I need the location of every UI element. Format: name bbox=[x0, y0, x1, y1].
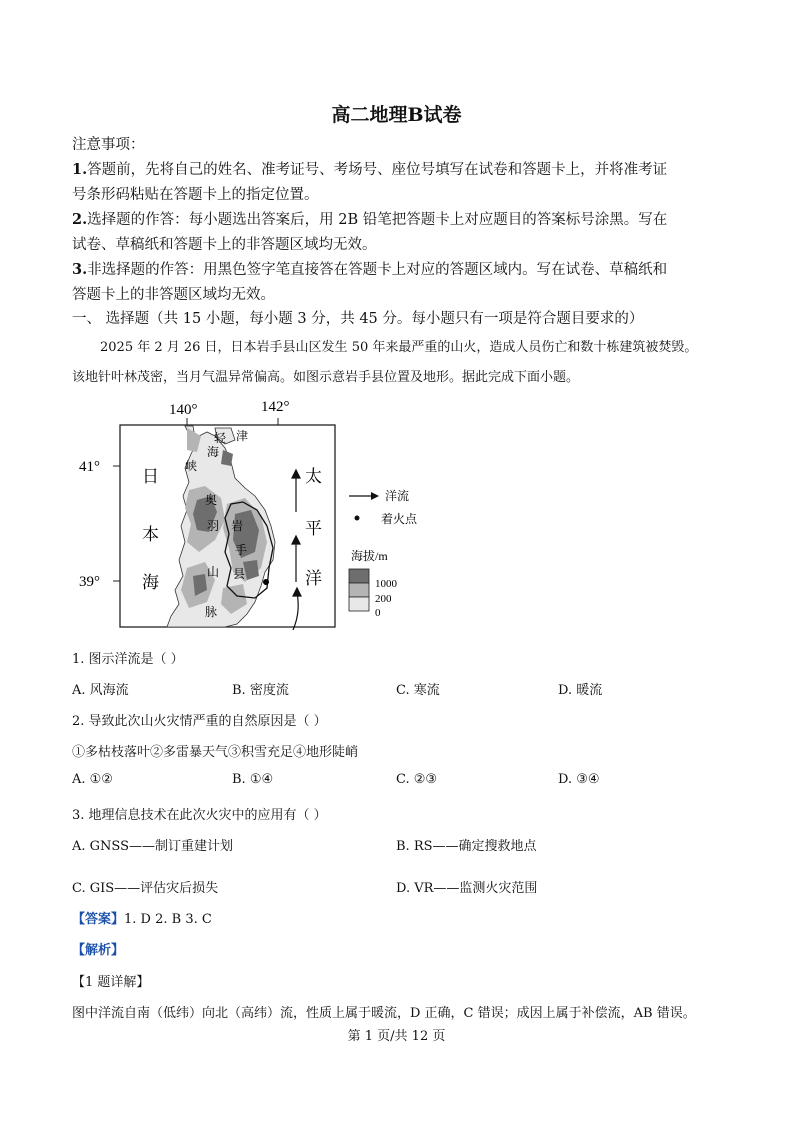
q3-option-d: D. VR——监测火灾范围 bbox=[396, 881, 538, 896]
legend-current-label: 洋流 bbox=[385, 489, 410, 503]
q1-stem: 1. 图示洋流是（ ） bbox=[72, 652, 184, 667]
lat-label-41: 41° bbox=[79, 459, 100, 475]
legend-elev-mid bbox=[349, 583, 369, 597]
notice-item-2-num: 2. bbox=[72, 211, 88, 228]
q2-choices: ①多枯枝落叶②多雷暴天气③积雪充足④地形陡峭 bbox=[72, 745, 359, 760]
notice-item-1-line-b: 号条形码粘贴在答题卡上的指定位置。 bbox=[72, 187, 319, 203]
legend-elev-high bbox=[349, 569, 369, 583]
detail-1-text: 图中洋流自南（低纬）向北（高纬）流，性质上属于暖流，D 正确，C 错误；成因上属于补偿流，AB 错误。 bbox=[72, 1006, 696, 1021]
page-footer: 第 1 页/共 12 页 bbox=[347, 1029, 446, 1044]
legend-elev-title: 海拔/m bbox=[351, 549, 388, 563]
prefecture-char-3: 县 bbox=[233, 567, 246, 581]
sea-left-char-2: 本 bbox=[142, 525, 159, 544]
sea-left-char-1: 日 bbox=[142, 467, 159, 486]
notice-heading: 注意事项： bbox=[72, 137, 145, 153]
legend-current-arrow-head bbox=[371, 492, 379, 500]
notice-item-2-line-b: 试卷、草稿纸和答题卡上的非答题区域均无效。 bbox=[72, 237, 377, 253]
strait-char-1: 轻 bbox=[214, 431, 227, 445]
legend-fire-dot bbox=[355, 516, 360, 521]
lon-label-140: 140° bbox=[169, 402, 198, 418]
notice-item-1-text: 答题前，先将自己的姓名、准考证号、考场号、座位号填写在试卷和答题卡上，并将准考证 bbox=[87, 162, 668, 178]
mountain-char-3: 山 bbox=[207, 565, 220, 579]
map-svg bbox=[75, 392, 435, 637]
q2-option-a: A. ①② bbox=[72, 772, 113, 787]
answer-text: 1. D 2. B 3. C bbox=[124, 912, 212, 927]
answer-line bbox=[72, 908, 212, 927]
strait-char-3: 海 bbox=[207, 445, 220, 459]
notice-item-3-text: 非选择题的作答：用黑色签字笔直接答在答题卡上对应的答题区域内。写在试卷、草稿纸和 bbox=[87, 262, 668, 278]
legend-elev-low bbox=[349, 597, 369, 611]
legend-fire-label: 着火点 bbox=[381, 512, 418, 526]
q2-option-d: D. ③④ bbox=[558, 772, 600, 787]
prefecture-char-1: 岩 bbox=[231, 519, 244, 533]
intro-line-2: 该地针叶林茂密，当月气温异常偏高。如图示意岩手县位置及地形。据此完成下面小题。 bbox=[72, 370, 580, 385]
legend-elev-0: 0 bbox=[375, 607, 381, 619]
answer-label: 【答案】 bbox=[72, 912, 125, 927]
notice-item-2-text: 选择题的作答：每小题选出答案后，用 2B 铅笔把答题卡上对应题目的答案标号涂黑。写在 bbox=[87, 212, 668, 228]
strait-char-2: 津 bbox=[236, 429, 249, 443]
mountain-char-1: 奥 bbox=[205, 493, 218, 507]
notice-item-3-line-b: 答题卡上的非答题区域均无效。 bbox=[72, 287, 275, 303]
page-title: 高二地理B试卷 bbox=[331, 104, 462, 126]
intro-line-1: 2025 年 2 月 26 日，日本岩手县山区发生 50 年来最严重的山火，造成人员伤亡和数十栋建筑被焚毁。 bbox=[100, 340, 698, 355]
q1-option-d: D. 暖流 bbox=[558, 683, 603, 698]
q3-option-c: C. GIS——评估灾后损失 bbox=[72, 881, 219, 896]
q2-option-c: C. ②③ bbox=[396, 772, 438, 787]
q1-option-a: A. 风海流 bbox=[72, 683, 129, 698]
sea-right-char-3: 洋 bbox=[305, 569, 322, 588]
q1-option-c: C. 寒流 bbox=[396, 683, 440, 698]
q3-option-b: B. RS——确定搜救地点 bbox=[396, 839, 537, 854]
notice-item-2-line-a bbox=[72, 208, 667, 229]
prefecture-char-2: 手 bbox=[235, 543, 248, 557]
sea-left-char-3: 海 bbox=[142, 573, 159, 592]
mountain-char-4: 脉 bbox=[205, 605, 218, 619]
notice-item-1-line-a bbox=[72, 158, 667, 179]
q3-stem: 3. 地理信息技术在此次火灾中的应用有（ ） bbox=[72, 808, 327, 823]
legend-elev-200: 200 bbox=[375, 593, 392, 605]
mountain-char-2: 羽 bbox=[207, 519, 220, 533]
legend-elev-1000: 1000 bbox=[375, 578, 397, 590]
lat-label-39: 39° bbox=[79, 574, 100, 590]
detail-1-label: 【1 题详解】 bbox=[72, 975, 150, 990]
notice-item-1-num: 1. bbox=[72, 161, 88, 178]
notice-item-3-line-a bbox=[72, 258, 667, 279]
notice-item-3-num: 3. bbox=[72, 261, 88, 278]
section-1-heading: 一、 选择题（共 15 小题，每小题 3 分，共 45 分。每小题只有一项是符合题目要求的） bbox=[72, 311, 644, 327]
iwate-map-figure bbox=[75, 392, 435, 637]
lon-label-142: 142° bbox=[261, 399, 290, 415]
sea-right-char-1: 太 bbox=[305, 467, 322, 486]
q3-option-a: A. GNSS——制订重建计划 bbox=[72, 839, 233, 854]
q2-option-b: B. ①④ bbox=[232, 772, 274, 787]
q1-option-b: B. 密度流 bbox=[232, 683, 289, 698]
q2-stem: 2. 导致此次山火灾情严重的自然原因是（ ） bbox=[72, 714, 327, 729]
sea-right-char-2: 平 bbox=[305, 519, 322, 538]
analysis-label bbox=[72, 939, 124, 958]
fire-point bbox=[263, 579, 269, 585]
analysis-label-text: 【解析】 bbox=[72, 943, 125, 958]
strait-char-4: 峡 bbox=[185, 459, 198, 473]
